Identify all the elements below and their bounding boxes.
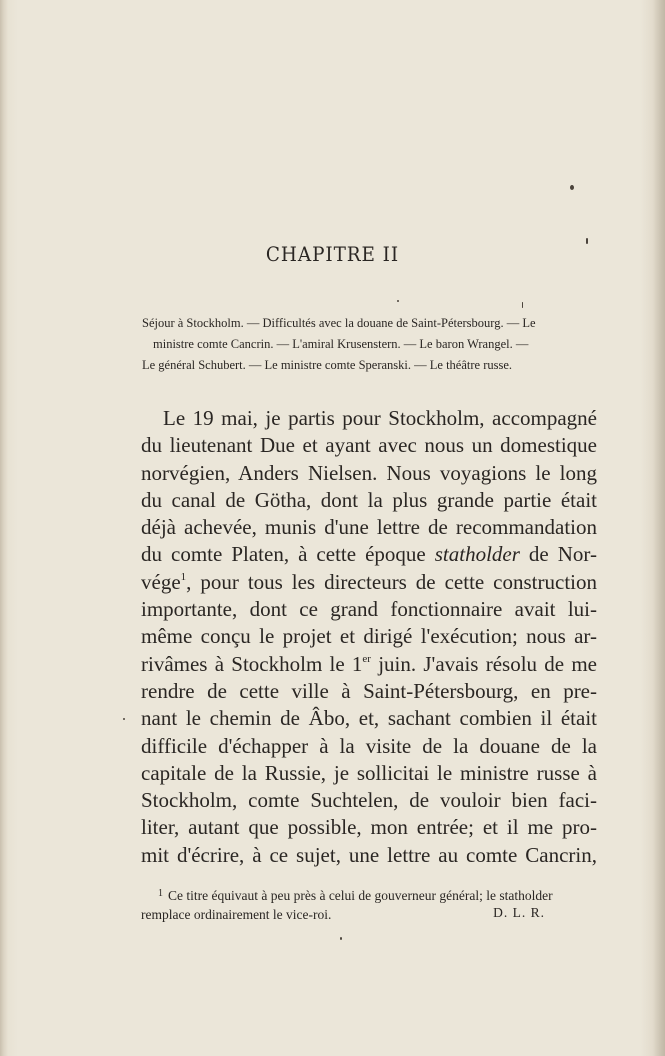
footnote-text: Ce titre équivaut à peu près à celui de gouverneur général; le statholder [168, 888, 553, 903]
body-line: importante, dont ce grand fonctionnaire avait lui- [141, 597, 597, 622]
body-text-segment: de Nor- [519, 542, 597, 567]
body-line: rendre de cette ville à Saint-Pétersbourg, en pre- [141, 678, 597, 703]
body-text-segment: rivâmes à Stockholm le 1 [141, 651, 363, 676]
body-text-segment: vége [141, 569, 181, 594]
body-line: déjà achevée, munis d'une lettre de recommandation [141, 515, 597, 540]
body-line: Le 19 mai, je partis pour Stockholm, accompagné [163, 406, 597, 430]
body-line [141, 541, 597, 568]
footnote-marker: 1 [158, 888, 163, 899]
body-text-segment: du comte Platen, à cette époque [141, 542, 435, 567]
body-line: capitale de la Russie, je sollicitai le ministre russe à [141, 760, 597, 785]
body-line [141, 651, 597, 678]
paper-speck [123, 718, 125, 720]
body-line: Stockholm, comte Suchtelen, de vouloir bien faci- [141, 788, 597, 813]
footnote [141, 884, 601, 924]
ordinal-superscript: er [362, 652, 371, 665]
body-text-segment: , pour tous les directeurs de cette construction [186, 569, 597, 594]
body-line: du lieutenant Due et ayant avec nous un domestique [141, 433, 597, 458]
summary-line: Séjour à Stockholm. — Difficultés avec la douane de Saint-Pétersbourg. — Le [142, 316, 536, 330]
footnote-reference: 1 [180, 570, 187, 583]
body-line [141, 569, 597, 596]
page-right-edge [653, 0, 665, 1056]
body-text-segment: juin. J'avais résolu de me [370, 651, 597, 676]
body-line: du canal de Götha, dont la plus grande partie était [141, 487, 597, 512]
italic-term: statholder [434, 542, 520, 567]
body-line: difficile d'échapper à la visite de la douane de la [141, 733, 597, 758]
footnote-line [141, 884, 601, 905]
page-left-edge [0, 0, 8, 1056]
chapter-title: CHAPITRE II [265, 242, 400, 266]
summary-line: ministre comte Cancrin. — L'amiral Krusenstern. — Le baron Wrangel. — [153, 337, 529, 351]
paper-speck [397, 300, 399, 302]
paper-speck [340, 937, 342, 940]
paper-speck [570, 185, 574, 190]
body-paragraph [141, 405, 597, 869]
footnote-signature: D. L. R. [493, 905, 545, 920]
summary-line: Le général Schubert. — Le ministre comte Speranski. — Le théâtre russe. [142, 358, 513, 372]
body-line: norvégien, Anders Nielsen. Nous voyagions le long [141, 460, 597, 485]
body-line: mit d'écrire, à ce sujet, une lettre au comte Cancrin, [141, 842, 597, 867]
body-line: nant le chemin de Âbo, et, sachant combien il était [141, 706, 597, 731]
chapter-summary [142, 313, 598, 376]
footnote-line: remplace ordinairement le vice-roi. [141, 907, 332, 922]
body-line: même conçu le projet et dirigé l'exécution; nous ar- [141, 624, 597, 649]
paper-speck [522, 302, 523, 308]
paper-speck [586, 238, 588, 244]
body-line: liter, autant que possible, mon entrée; et il me pro- [141, 815, 597, 840]
